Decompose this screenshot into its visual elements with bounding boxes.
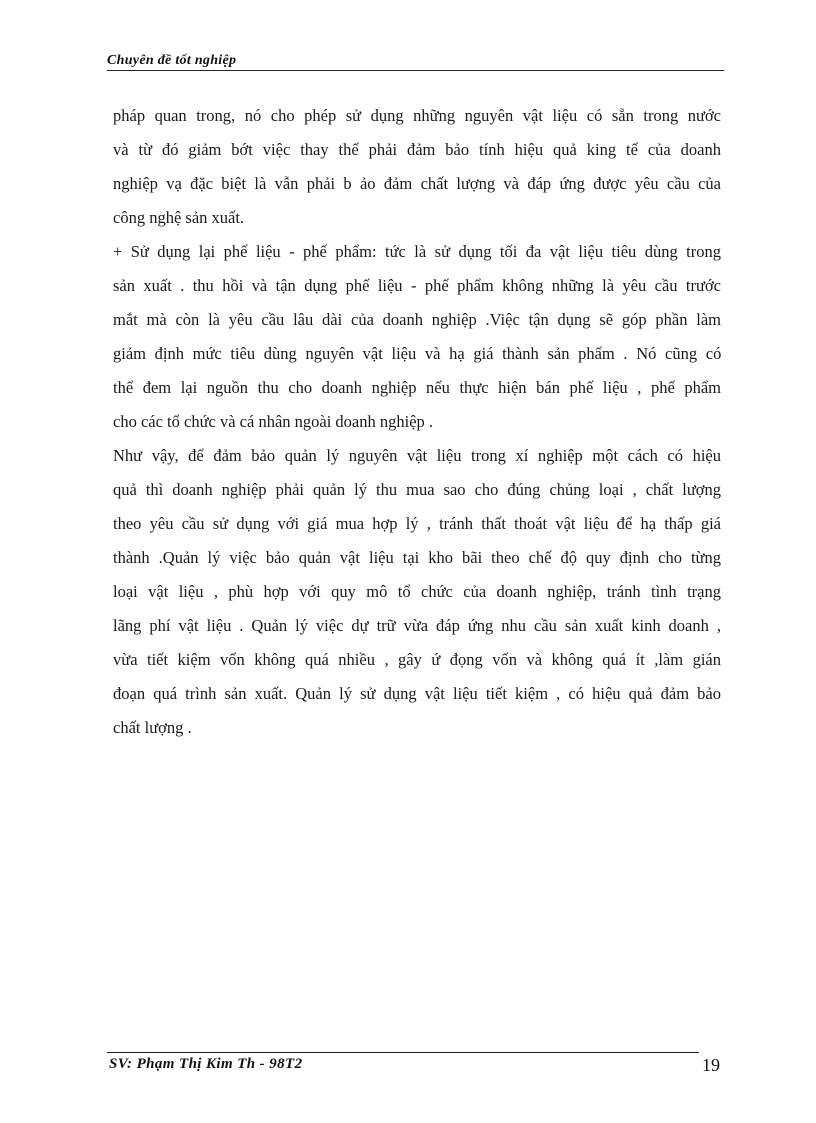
text-line: đoạn quá trình sản xuất. Quản lý sử dụng vật liệu tiết kiệm , có hiệu quả đảm bảo [113, 684, 721, 703]
text-line: công nghệ sản xuất. [113, 208, 245, 227]
text-line: theo yêu cầu sử dụng với giá mua hợp lý , tránh thất thoát vật liệu để hạ thấp giá [113, 514, 721, 533]
text-line: thành .Quản lý việc bảo quản vật liệu tại kho bãi theo chế độ quy định cho từng [113, 548, 721, 567]
footer-divider [107, 1052, 699, 1053]
text-line: quả thì doanh nghiệp phải quản lý thu mua sao cho đúng chủng loại , chất lượng [113, 480, 721, 499]
text-line: Như vậy, để đảm bảo quản lý nguyên vật liệu trong xí nghiệp một cách có hiệu [113, 446, 721, 465]
text-line: loại vật liệu , phù hợp với quy mô tổ chức của doanh nghiệp, tránh tình trạng [113, 582, 721, 601]
footer-author: SV: Phạm Thị Kim Th - 98T2 [109, 1056, 303, 1072]
page-footer [107, 1052, 724, 1082]
text-line: lãng phí vật liệu . Quản lý việc dự trữ vừa đáp ứng nhu cầu sản xuất kinh doanh , [113, 616, 721, 635]
text-line: giảm định mức tiêu dùng nguyên vật liệu và hạ giá thành sản phẩm . Nó cũng có [113, 344, 722, 363]
text-line: + Sử dụng lại phế liệu - phế phẩm: tức là sử dụng tối đa vật liệu tiêu dùng trong [113, 242, 721, 261]
page-body [113, 99, 721, 745]
header-title: Chuyên đề tốt nghiệp [107, 53, 237, 68]
page-header [107, 50, 724, 71]
text-line: và từ đó giảm bớt việc thay thế phải đảm bảo tính hiệu quả king tế của doanh [113, 140, 721, 159]
text-line: sản xuất . thu hồi và tận dụng phế liệu - phế phẩm không những là yêu cầu trước [113, 276, 721, 295]
text-line: pháp quan trong, nó cho phép sử dụng những nguyên vật liệu có sẵn trong nước [113, 106, 721, 125]
text-line: mắt mà còn là yêu cầu lâu dài của doanh nghiệp .Việc tận dụng sẽ góp phần làm [113, 310, 721, 329]
text-line: chất lượng . [113, 718, 192, 737]
text-line: cho các tổ chức và cá nhân ngoài doanh nghiệp . [113, 412, 434, 431]
text-line: vừa tiết kiệm vốn không quá nhiều , gây ứ đọng vốn và không quá ít ,làm gián [113, 650, 721, 669]
text-line: thể đem lại nguồn thu cho doanh nghiệp nếu thực hiện bán phế liệu , phế phẩm [113, 378, 721, 397]
text-line: nghiệp vạ đặc biệt là vẫn phải b ảo đảm chất lượng và đáp ứng được yêu cầu của [113, 174, 721, 193]
page-number: 19 [702, 1055, 720, 1075]
